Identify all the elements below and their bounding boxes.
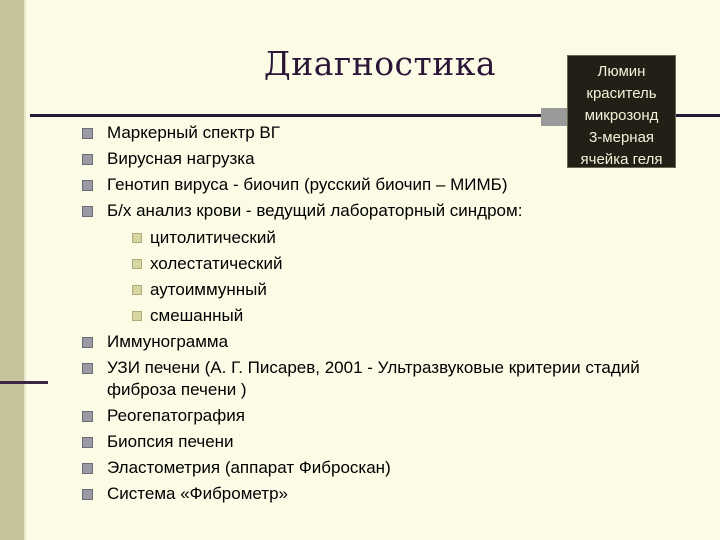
list-item: Биопсия печени: [82, 431, 702, 453]
sub-bullet-list: [107, 227, 702, 327]
sub-list-item: смешанный: [107, 305, 702, 327]
slide-title: Диагностика: [263, 44, 497, 83]
left-accent-bar: [0, 381, 48, 384]
list-item: Маркерный спектр ВГ: [82, 122, 702, 144]
sub-list-item: цитолитический: [107, 227, 702, 249]
note-line: микрозонд: [584, 107, 659, 124]
title-divider: [30, 114, 542, 117]
bullet-list: [82, 122, 702, 509]
note-line: Люмин: [597, 63, 646, 80]
note-line: ячейка геля: [580, 151, 663, 168]
list-item: [82, 200, 702, 327]
sub-list-item: аутоиммунный: [107, 279, 702, 301]
list-item: Вирусная нагрузка: [82, 148, 702, 170]
list-item: Система «Фиброметр»: [82, 483, 702, 505]
list-item: Генотип вируса - биочип (русский биочип – МИМБ): [82, 174, 702, 196]
note-line: краситель: [586, 85, 657, 102]
list-item: Эластометрия (аппарат Фиброскан): [82, 457, 702, 479]
list-item: Реогепатография: [82, 405, 702, 427]
list-item: Иммунограмма: [82, 331, 702, 353]
note-line: 3-мерная: [588, 129, 655, 146]
list-item-label: Б/х анализ крови - ведущий лабораторный синдром:: [107, 201, 523, 220]
sub-list-item: холестатический: [107, 253, 702, 275]
list-item: УЗИ печени (А. Г. Писарев, 2001 - Ультразвуковые критерии стадий фиброза печени ): [82, 357, 702, 401]
